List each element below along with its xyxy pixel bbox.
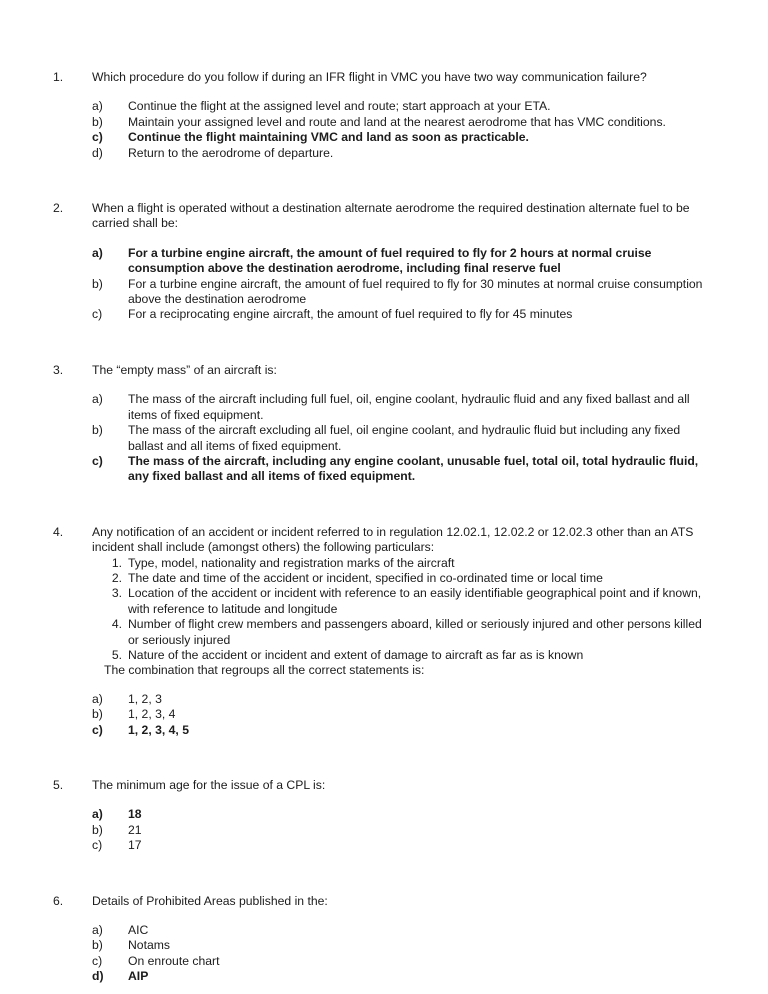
option-2a-text: For a turbine engine aircraft, the amount of fuel required to fly for 2 hours at normal cruise consumption above the destination aerodrome, including final reserve fuel (128, 245, 652, 276)
question-6-stem: Details of Prohibited Areas published in the: (92, 893, 328, 908)
question-spacer-4 (53, 762, 710, 778)
option-2b-letter: b) (92, 276, 103, 291)
option-1a-letter: a) (92, 99, 103, 114)
option-1d[interactable] (92, 146, 710, 161)
question-5-heading (53, 778, 710, 793)
sublist-item-5-text: Nature of the accident or incident and extent of damage to aircraft as far as is known (128, 647, 584, 662)
option-3a-letter: a) (92, 392, 103, 407)
sublist-item-5-marker: 5. (111, 647, 122, 662)
option-5c[interactable] (92, 838, 710, 853)
option-4a[interactable] (92, 692, 710, 707)
question-2-number: 2. (53, 201, 64, 216)
option-6c[interactable] (92, 954, 710, 969)
option-6b-text: Notams (128, 938, 170, 953)
question-1-heading (53, 70, 710, 85)
option-6a[interactable] (92, 923, 710, 938)
option-2b[interactable] (92, 277, 710, 308)
question-1-options (92, 99, 710, 161)
option-6d[interactable] (92, 969, 710, 984)
option-4c-text: 1, 2, 3, 4, 5 (128, 722, 189, 737)
question-5-stem: The minimum age for the issue of a CPL is: (92, 778, 326, 792)
option-4b-letter: b) (92, 707, 103, 722)
option-1c-text: Continue the flight maintaining VMC and land as soon as practicable. (128, 130, 529, 145)
option-2a[interactable] (92, 246, 710, 277)
sublist-item-3 (92, 586, 710, 617)
option-1b-text: Maintain your assigned level and route and land at the nearest aerodrome that has VMC conditions. (128, 114, 666, 129)
option-5c-text: 17 (128, 838, 142, 853)
option-2c[interactable] (92, 307, 710, 322)
sublist-item-4 (92, 617, 710, 648)
option-1d-letter: d) (92, 145, 103, 160)
option-4c[interactable] (92, 723, 710, 738)
sublist-item-3-text: Location of the accident or incident with reference to an easily identifiable geographical point and if known, with reference to latitude and longitude (128, 586, 702, 616)
option-3b-letter: b) (92, 423, 103, 438)
option-6a-text: AIC (128, 923, 149, 938)
question-1-stem: Which procedure do you follow if during an IFR flight in VMC you have two way communication failure? (92, 70, 647, 84)
option-3c[interactable] (92, 454, 710, 485)
question-4-heading (53, 525, 710, 556)
question-5-options (92, 807, 710, 853)
option-4b-text: 1, 2, 3, 4 (128, 707, 176, 722)
question-spacer-5 (53, 878, 710, 894)
option-5b-letter: b) (92, 822, 103, 837)
question-3-stem: The “empty mass” of an aircraft is: (92, 362, 277, 377)
question-4-sublist (92, 556, 710, 664)
question-4-sublist-closing: The combination that regroups all the correct statements is: (104, 663, 425, 678)
option-5c-letter: c) (92, 838, 103, 853)
option-1b-letter: b) (92, 114, 103, 129)
question-1-number: 1. (53, 70, 64, 84)
sublist-item-1-marker: 1. (111, 555, 122, 570)
question-2-heading (53, 201, 710, 232)
option-2b-text: For a turbine engine aircraft, the amount of fuel required to fly for 30 minutes at normal cruise consumption above the destination aerodrome (128, 276, 703, 307)
question-4-stem: Any notification of an accident or incident referred to in regulation 12.02.1, 12.02.2 or 12.02.3 other than an ATS incident shall include (amongst others) the following particulars: (92, 524, 694, 555)
option-3b-text: The mass of the aircraft excluding all fuel, oil engine coolant, and hydraulic fluid but including any fixed ballast and all items of fixed equipment. (128, 423, 681, 453)
option-3a-text: The mass of the aircraft including full fuel, oil, engine coolant, hydraulic fluid and any fixed ballast and all items of fixed equipment. (128, 392, 690, 422)
question-5-number: 5. (53, 778, 64, 792)
option-2c-letter: c) (92, 307, 103, 322)
option-5a-text: 18 (128, 807, 142, 822)
question-3 (53, 363, 710, 485)
sublist-item-4-text: Number of flight crew members and passengers aboard, killed or seriously injured and other persons killed or seriously injured (128, 617, 702, 647)
question-6-options (92, 923, 710, 985)
option-6c-letter: c) (92, 953, 103, 968)
question-4-options (92, 692, 710, 738)
option-5a-letter: a) (92, 807, 103, 822)
question-3-options (92, 392, 710, 484)
question-2-options (92, 246, 710, 323)
option-3b[interactable] (92, 423, 710, 454)
option-1c-letter: c) (92, 130, 103, 145)
option-3c-letter: c) (92, 453, 103, 468)
question-2 (53, 201, 710, 323)
option-4a-text: 1, 2, 3 (128, 691, 162, 706)
sublist-item-3-marker: 3. (111, 586, 122, 601)
option-6a-letter: a) (92, 923, 103, 938)
option-5a[interactable] (92, 807, 710, 822)
question-spacer-3 (53, 509, 710, 525)
option-4b[interactable] (92, 707, 710, 722)
sublist-item-2 (92, 571, 710, 586)
question-4-number: 4. (53, 524, 64, 539)
question-3-heading (53, 363, 710, 378)
option-6d-letter: d) (92, 969, 104, 984)
option-5b-text: 21 (128, 822, 142, 837)
question-2-stem: When a flight is operated without a destination alternate aerodrome the required destination alternate fuel to be carried shall be: (92, 201, 690, 231)
option-6c-text: On enroute chart (128, 953, 220, 968)
option-1c[interactable] (92, 130, 710, 145)
question-6-number: 6. (53, 893, 64, 908)
question-spacer-1 (53, 185, 710, 201)
question-6-heading (53, 894, 710, 909)
option-2c-text: For a reciprocating engine aircraft, the amount of fuel required to fly for 45 minutes (128, 307, 573, 322)
question-3-number: 3. (53, 362, 64, 377)
option-6d-text: AIP (128, 969, 149, 984)
option-5b[interactable] (92, 823, 710, 838)
sublist-item-2-marker: 2. (111, 570, 122, 585)
option-1a[interactable] (92, 99, 710, 114)
question-5 (53, 778, 710, 854)
question-spacer-2 (53, 347, 710, 363)
question-1 (53, 70, 710, 161)
option-1a-text: Continue the flight at the assigned level and route; start approach at your ETA. (128, 99, 551, 114)
option-1b[interactable] (92, 115, 710, 130)
question-4 (53, 525, 710, 738)
question-6 (53, 894, 710, 985)
option-6b[interactable] (92, 938, 710, 953)
sublist-item-4-marker: 4. (111, 617, 122, 632)
sublist-item-2-text: The date and time of the accident or incident, specified in co-ordinated time or local time (128, 570, 603, 585)
sublist-item-5 (92, 648, 710, 663)
option-4a-letter: a) (92, 691, 103, 706)
option-6b-letter: b) (92, 938, 103, 953)
option-4c-letter: c) (92, 722, 103, 737)
sublist-item-1 (92, 556, 710, 571)
option-3c-text: The mass of the aircraft, including any engine coolant, unusable fuel, total oil, total hydraulic fluid, any fixed ballast and all items of fixed equipment. (128, 453, 699, 484)
sublist-item-1-text: Type, model, nationality and registration marks of the aircraft (128, 555, 455, 570)
option-2a-letter: a) (92, 245, 103, 260)
option-1d-text: Return to the aerodrome of departure. (128, 145, 334, 160)
option-3a[interactable] (92, 392, 710, 423)
